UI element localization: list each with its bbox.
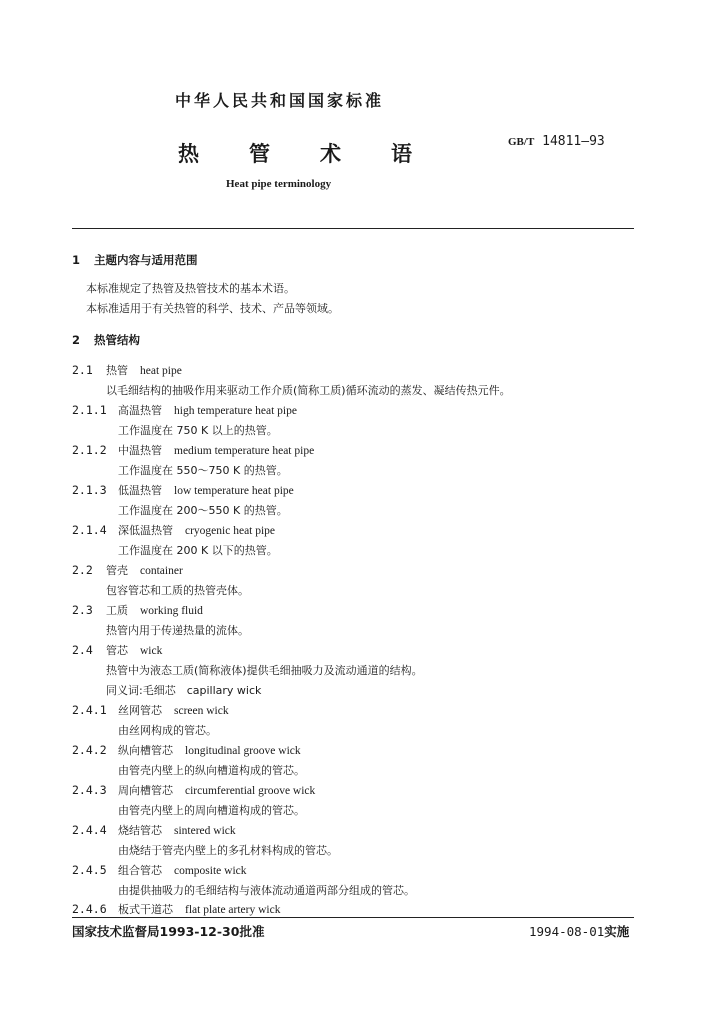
term-chinese: 烧结管芯 [118, 824, 162, 837]
term-number: 2.1.4 [72, 523, 107, 537]
term-chinese: 纵向槽管芯 [118, 744, 173, 757]
effective-date: 1994-08-01 [529, 924, 605, 939]
term-definition: 以毛细结构的抽吸作用来驱动工作介质(简称工质)循环流动的蒸发、凝结传热元件。 [106, 384, 511, 397]
term-entry [72, 482, 294, 498]
term-english: container [140, 565, 183, 577]
section-number: 1 [72, 253, 81, 267]
term-english: flat plate artery wick [185, 904, 281, 916]
term-english: wick [140, 645, 163, 657]
term-chinese: 管壳 [106, 564, 128, 577]
term-definition: 热管内用于传递热量的流体。 [106, 624, 249, 637]
term-number: 2.4.3 [72, 783, 107, 797]
term-entry [72, 782, 315, 798]
term-entry [72, 742, 301, 758]
term-chinese: 丝网管芯 [118, 704, 162, 717]
footer-divider [72, 917, 634, 918]
term-number: 2.2 [72, 563, 93, 577]
term-definition: 工作温度在 750 K 以上的热管。 [118, 424, 278, 437]
scope-paragraph: 本标准适用于有关热管的科学、技术、产品等领域。 [86, 302, 339, 315]
document-title: 热管术语 [178, 142, 462, 166]
effective-label: 实施 [604, 924, 630, 939]
scope-paragraph: 本标准规定了热管及热管技术的基本术语。 [86, 282, 295, 295]
term-chinese: 板式干道芯 [118, 903, 173, 916]
term-definition: 由管壳内壁上的周向槽道构成的管芯。 [118, 804, 305, 817]
term-number: 2.1.3 [72, 483, 107, 497]
term-definition: 由丝网构成的管芯。 [118, 724, 217, 737]
term-english: high temperature heat pipe [174, 405, 297, 417]
term-entry [72, 862, 247, 878]
term-english: composite wick [174, 865, 247, 877]
term-english: screen wick [174, 705, 229, 717]
term-entry [72, 362, 182, 378]
section-title: 主题内容与适用范围 [94, 253, 198, 267]
approval-line: 国家技术监督局1993-12-30批准 [72, 924, 265, 939]
term-chinese: 高温热管 [118, 404, 162, 417]
term-entry [72, 522, 275, 538]
term-number: 2.1.2 [72, 443, 107, 457]
term-english: low temperature heat pipe [174, 485, 294, 497]
term-number: 2.1 [72, 363, 93, 377]
term-number: 2.4.4 [72, 823, 107, 837]
term-entry [72, 602, 203, 618]
term-chinese: 周向槽管芯 [118, 784, 173, 797]
term-chinese: 组合管芯 [118, 864, 162, 877]
section-heading-2 [72, 332, 140, 348]
section-title: 热管结构 [94, 333, 141, 347]
term-number: 2.4.6 [72, 902, 107, 916]
term-definition: 由提供抽吸力的毛细结构与液体流动通道两部分组成的管芯。 [118, 884, 415, 897]
term-number: 2.4.5 [72, 863, 107, 877]
term-number: 2.4.2 [72, 743, 107, 757]
term-chinese: 工质 [106, 604, 128, 617]
term-definition: 由管壳内壁上的纵向槽道构成的管芯。 [118, 764, 305, 777]
term-chinese: 管芯 [106, 644, 128, 657]
section-heading-1 [72, 252, 198, 268]
term-english: medium temperature heat pipe [174, 445, 315, 457]
term-entry [72, 901, 280, 917]
effective-line [529, 922, 629, 940]
term-english: longitudinal groove wick [185, 745, 301, 757]
term-number: 2.1.1 [72, 403, 107, 417]
standard-code-prefix: GB/T [508, 136, 535, 148]
term-chinese: 热管 [106, 364, 128, 377]
term-chinese: 深低温热管 [118, 524, 173, 537]
term-english: working fluid [140, 605, 203, 617]
term-entry [72, 402, 297, 418]
term-entry [72, 642, 162, 658]
term-entry [72, 702, 229, 718]
national-standard-heading: 中华人民共和国国家标准 [175, 91, 385, 110]
term-entry [72, 562, 183, 578]
term-definition: 包容管芯和工质的热管壳体。 [106, 584, 249, 597]
term-number: 2.3 [72, 603, 93, 617]
term-english: sintered wick [174, 825, 236, 837]
section-number: 2 [72, 333, 81, 347]
term-definition: 工作温度在 200～550 K 的热管。 [118, 504, 288, 517]
term-english: cryogenic heat pipe [185, 525, 276, 537]
term-definition: 工作温度在 200 K 以下的热管。 [118, 544, 278, 557]
term-chinese: 低温热管 [118, 484, 162, 497]
term-english: heat pipe [140, 365, 182, 377]
term-synonym: 同义词:毛细芯 capillary wick [106, 684, 262, 697]
header-divider [72, 228, 634, 229]
term-definition: 由烧结于管壳内壁上的多孔材料构成的管芯。 [118, 844, 338, 857]
standard-code-number: 14811—93 [542, 134, 605, 149]
term-chinese: 中温热管 [118, 444, 162, 457]
term-entry [72, 822, 236, 838]
english-title: Heat pipe terminology [226, 178, 332, 190]
term-definition: 热管中为液态工质(简称液体)提供毛细抽吸力及流动通道的结构。 [106, 664, 423, 677]
term-english: circumferential groove wick [185, 785, 316, 797]
term-number: 2.4.1 [72, 703, 107, 717]
term-definition: 工作温度在 550～750 K 的热管。 [118, 464, 288, 477]
term-entry [72, 442, 314, 458]
standard-code [508, 134, 605, 149]
term-number: 2.4 [72, 643, 93, 657]
